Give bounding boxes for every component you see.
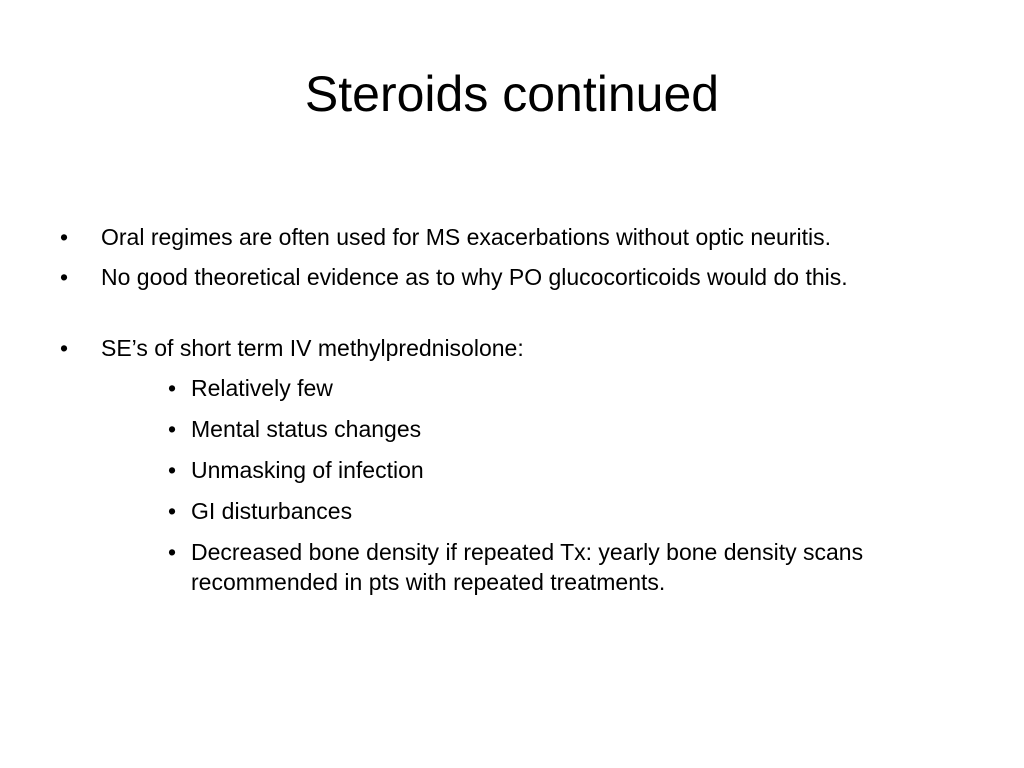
bullet-text: No good theoretical evidence as to why PO glucocorticoids would do this. [101,264,848,290]
bullet-icon: • [60,335,69,361]
sub-bullet-icon: • [168,416,177,442]
sub-bullet-item [60,537,980,597]
bullet-icon: • [60,224,69,250]
sub-bullet-text: GI disturbances [191,498,353,524]
bullet-icon: • [60,264,69,290]
sub-bullet-icon: • [168,498,177,524]
sub-bullet-icon: • [168,375,177,401]
sub-bullet-item [60,373,980,403]
spacer [60,302,980,333]
sub-bullet-text: Decreased bone density if repeated Tx: yearly bone density scans recommended in pts with repeated treatments. [191,539,864,595]
sub-bullet-item [60,496,980,526]
slide-title: Steroids continued [304,66,720,122]
bullet-item [60,333,980,363]
sub-bullet-text: Mental status changes [191,416,422,442]
bullet-item [60,262,980,292]
sub-bullet-icon: • [168,457,177,483]
sub-bullet-item [60,455,980,485]
bullet-item [60,222,980,252]
sub-bullet-text: Unmasking of infection [191,457,424,483]
slide-body [60,222,980,608]
sub-bullet-text: Relatively few [191,375,333,401]
bullet-text: SE’s of short term IV methylprednisolone: [101,335,524,361]
bullet-text: Oral regimes are often used for MS exacerbations without optic neuritis. [101,224,831,250]
sub-bullet-icon: • [168,539,177,565]
sub-bullet-list [60,373,980,597]
sub-bullet-item [60,414,980,444]
